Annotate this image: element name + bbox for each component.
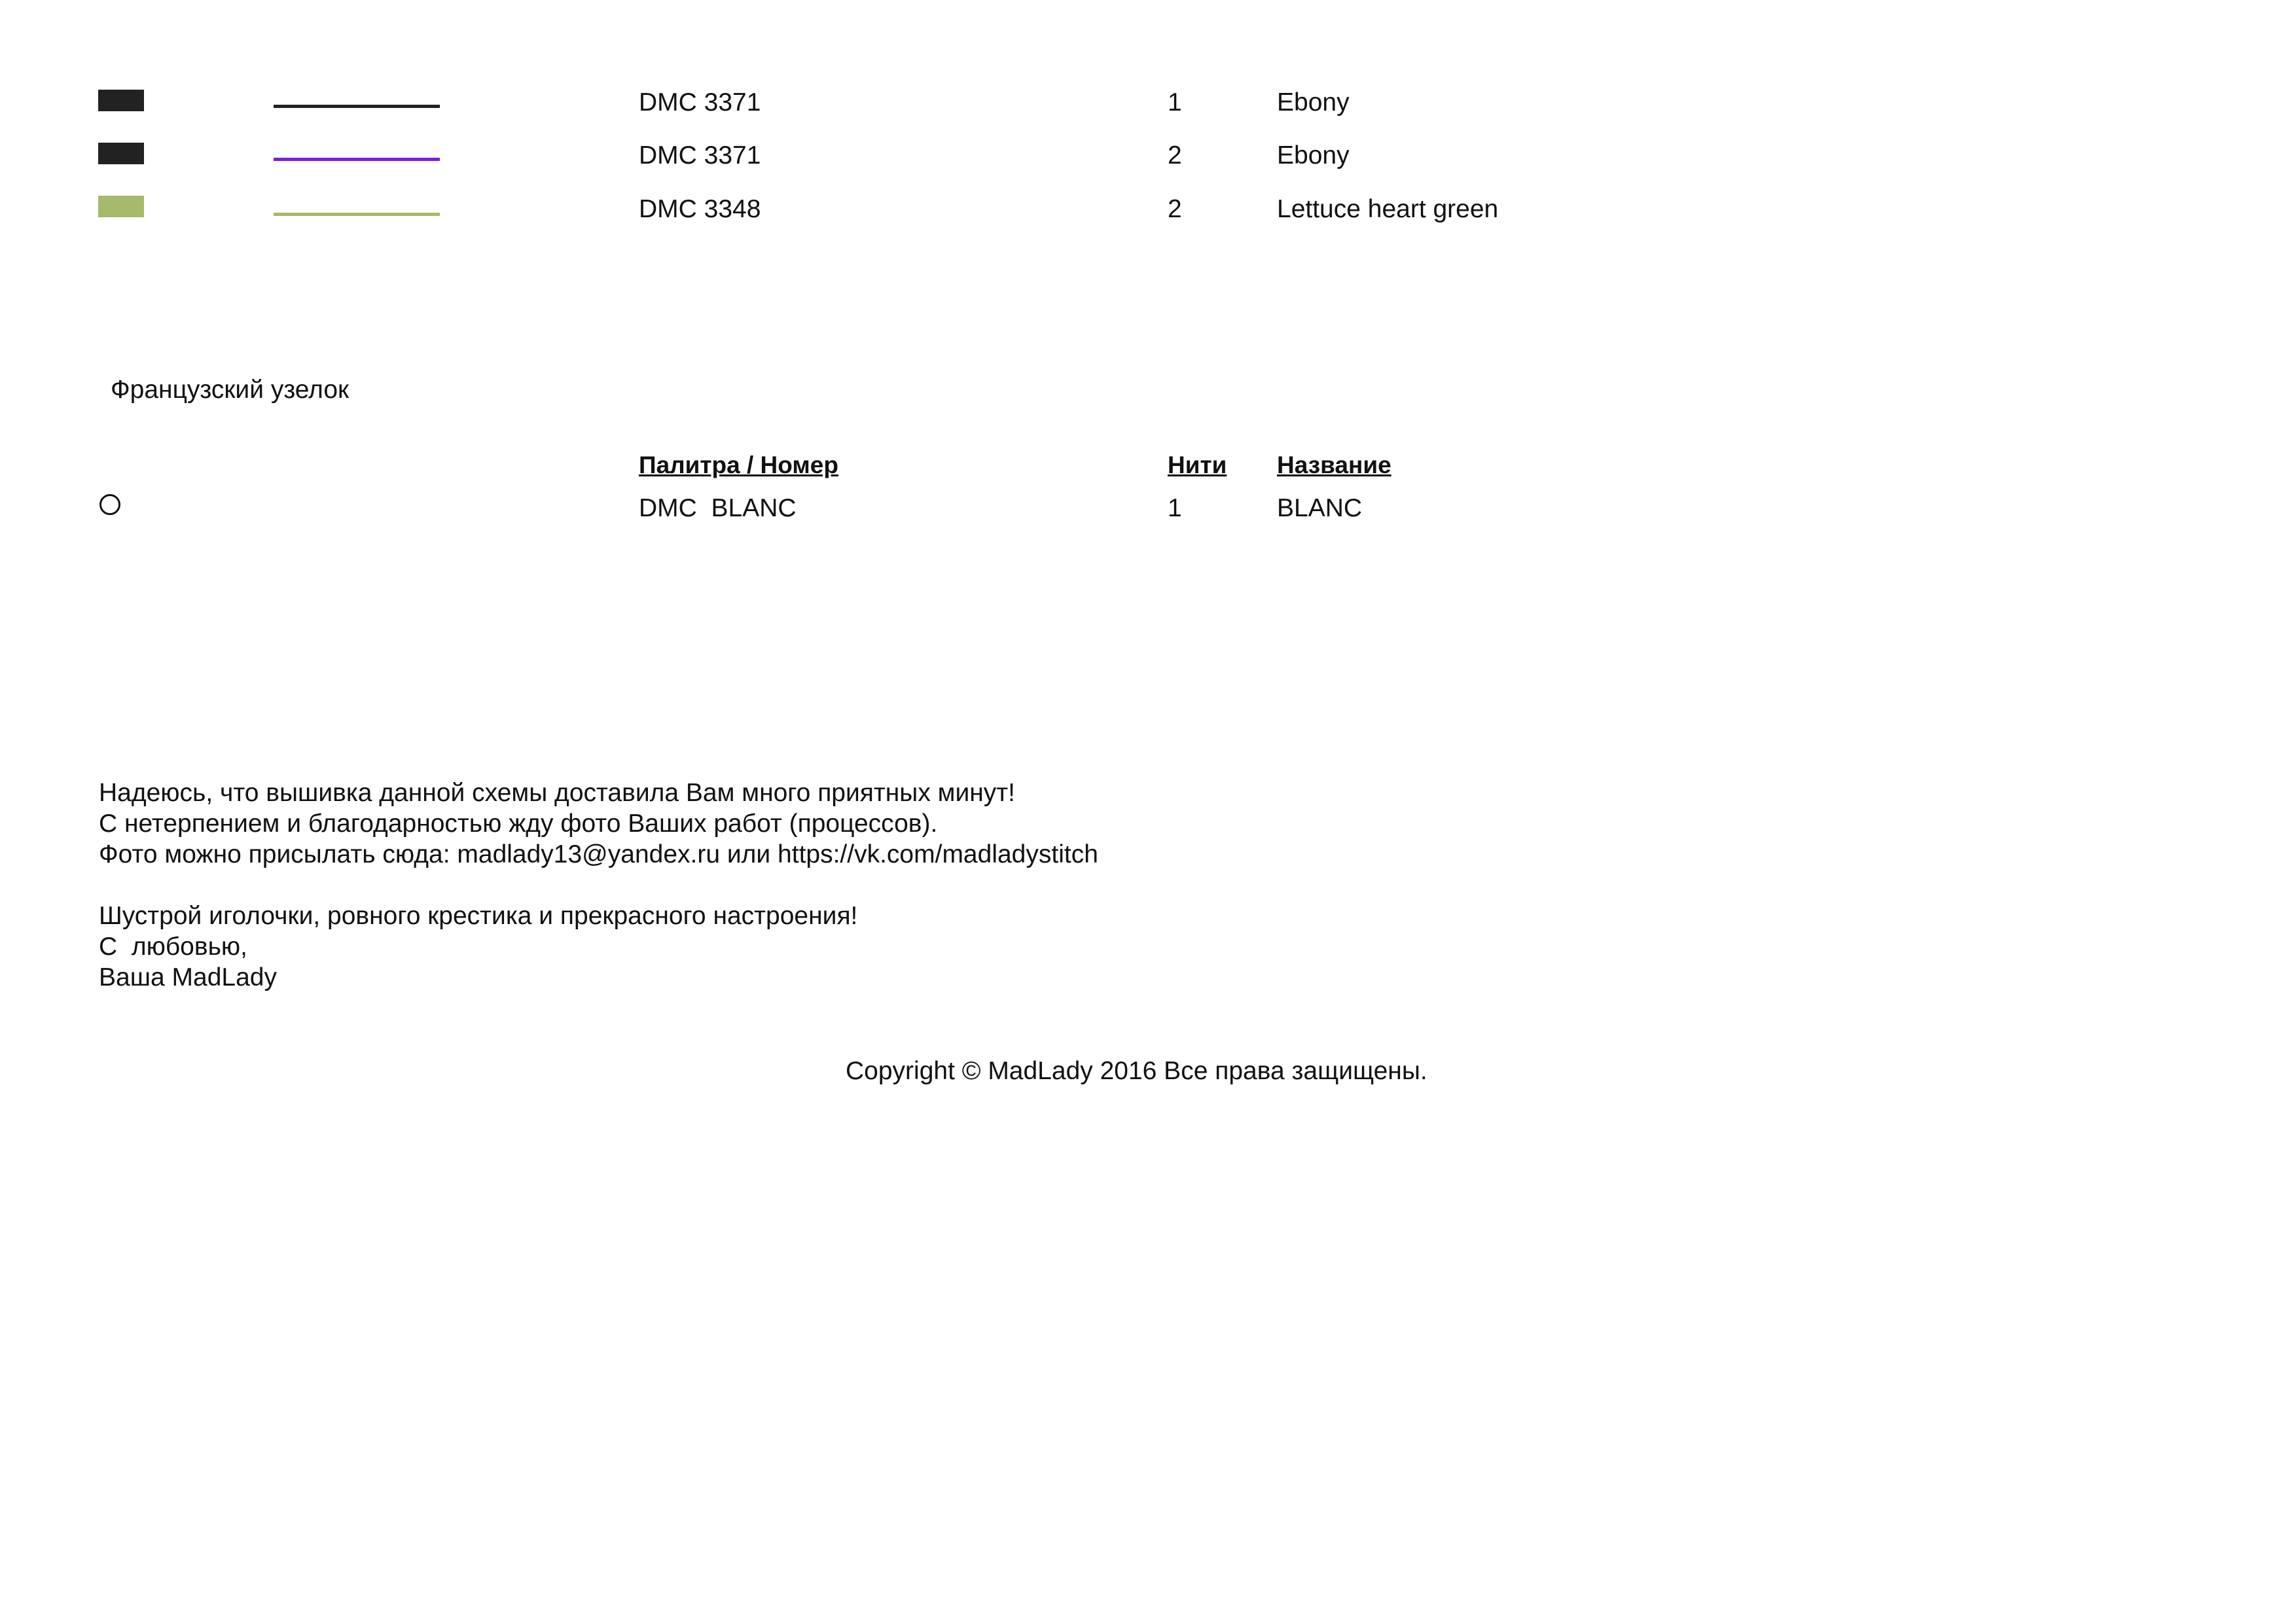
color-name: Ebony [1277,141,1350,169]
header-strands: Нити [1168,452,1227,478]
color-swatch [98,196,144,217]
strands-count: 2 [1168,195,1182,223]
message-line: Шустрой иголочки, ровного крестика и прекрасного настроения! [99,902,858,930]
backstitch-line-sample [274,105,440,108]
message-line: С любовью, [99,933,247,961]
message-line [99,870,1098,901]
closing-message [99,777,1098,993]
color-swatch [98,90,144,111]
message-line: С нетерпением и благодарностью жду фото Ваших работ (процессов). [99,810,938,838]
color-name: BLANC [1277,494,1363,522]
copyright: Copyright © MadLady 2016 Все права защищены. [846,1057,1427,1085]
header-name: Название [1277,452,1391,478]
palette-number: DMC BLANC [639,494,797,522]
palette-number: DMC 3371 [639,141,761,169]
header-palette-number: Палитра / Номер [639,452,838,478]
strands-count: 2 [1168,141,1182,169]
circle-outline-icon [99,494,120,515]
color-swatch [98,143,144,164]
backstitch-line-sample [274,213,440,216]
message-line: Фото можно присылать сюда: madlady13@yandex.ru или https://vk.com/madladystitch [99,840,1098,868]
color-name: Ebony [1277,88,1350,116]
backstitch-line-sample [274,158,440,161]
palette-number: DMC 3348 [639,195,761,223]
message-line: Надеюсь, что вышивка данной схемы доставила Вам много приятных минут! [99,779,1016,807]
strands-count: 1 [1168,88,1182,116]
strands-count: 1 [1168,494,1182,522]
color-name: Lettuce heart green [1277,195,1499,223]
palette-number: DMC 3371 [639,88,761,116]
message-line: Ваша MadLady [99,963,277,991]
section-title: Французский узелок [111,376,350,404]
